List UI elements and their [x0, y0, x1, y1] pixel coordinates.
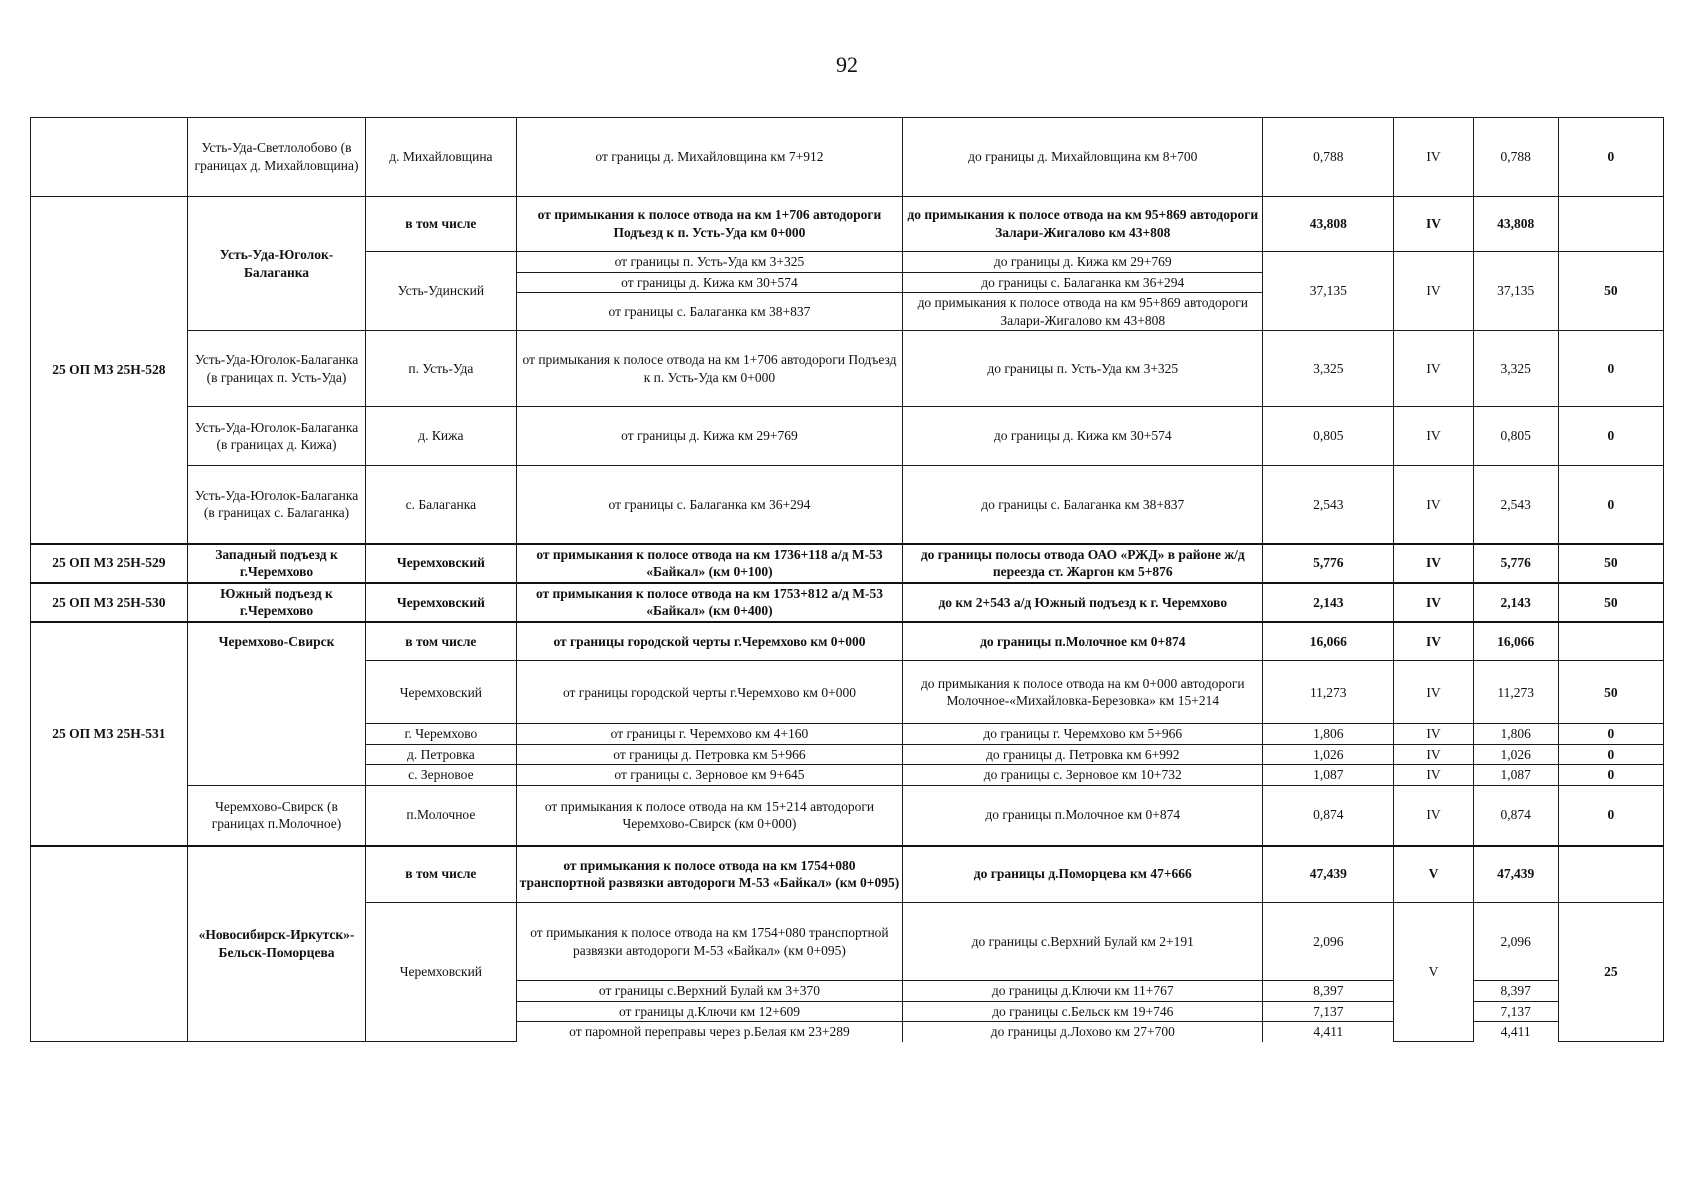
road-id-cell: 25 ОП МЗ 25Н-529 — [31, 544, 188, 583]
from-cell: от границы с.Верхний Булай км 3+370 — [516, 981, 903, 1002]
speed-cell: 0 — [1558, 331, 1663, 407]
category-cell: IV — [1394, 744, 1474, 765]
road-id-cell: 25 ОП МЗ 25Н-528 — [31, 197, 188, 544]
length-surface-cell: 2,096 — [1473, 903, 1558, 981]
length-cell: 1,806 — [1263, 724, 1394, 745]
speed-cell: 0 — [1558, 765, 1663, 786]
category-cell: IV — [1394, 724, 1474, 745]
length-cell: 16,066 — [1263, 622, 1394, 661]
to-cell: до границы п.Молочное км 0+874 — [903, 622, 1263, 661]
from-cell: от границы п. Усть-Уда км 3+325 — [516, 252, 903, 273]
length-surface-cell: 16,066 — [1473, 622, 1558, 661]
road-id-cell: 25 ОП МЗ 25Н-531 — [31, 622, 188, 846]
length-surface-cell: 0,805 — [1473, 407, 1558, 466]
from-cell: от границы с. Балаганка км 36+294 — [516, 466, 903, 544]
from-cell: от границы д. Кижа км 30+574 — [516, 272, 903, 293]
district-cell: Черемховский — [366, 661, 516, 724]
to-cell: до границы д.Ключи км 11+767 — [903, 981, 1263, 1002]
speed-cell: 0 — [1558, 407, 1663, 466]
length-cell: 2,543 — [1263, 466, 1394, 544]
from-cell: от границы д. Михайловщина км 7+912 — [516, 118, 903, 197]
to-cell: до границы д.Поморцева км 47+666 — [903, 846, 1263, 903]
speed-cell — [1558, 622, 1663, 661]
length-surface-cell: 0,874 — [1473, 786, 1558, 846]
to-cell: до примыкания к полосе отвода на км 95+869 автодороги Залари-Жигалово км 43+808 — [903, 197, 1263, 252]
from-cell: от границы с. Зерновое км 9+645 — [516, 765, 903, 786]
length-cell: 3,325 — [1263, 331, 1394, 407]
from-cell: от границы г. Черемхово км 4+160 — [516, 724, 903, 745]
from-cell: от примыкания к полосе отвода на км 1754+080 транспортной развязки автодороги М-53 «Байкал» (км 0+095) — [516, 846, 903, 903]
length-cell: 0,788 — [1263, 118, 1394, 197]
road-name-cell: Усть-Уда-Светлолобово (в границах д. Михайловщина) — [187, 118, 365, 197]
length-cell: 2,143 — [1263, 583, 1394, 622]
district-cell: п.Молочное — [366, 786, 516, 846]
district-cell: г. Черемхово — [366, 724, 516, 745]
speed-cell: 50 — [1558, 583, 1663, 622]
table-row — [31, 544, 1664, 583]
category-cell: IV — [1394, 765, 1474, 786]
speed-cell — [1558, 197, 1663, 252]
length-surface-cell: 43,808 — [1473, 197, 1558, 252]
speed-cell: 50 — [1558, 544, 1663, 583]
road-name-cell: Усть-Уда-Юголок-Балаганка (в границах с. Балаганка) — [187, 466, 365, 544]
to-cell: до границы д. Кижа км 29+769 — [903, 252, 1263, 273]
length-cell: 11,273 — [1263, 661, 1394, 724]
to-cell: до границы с. Балаганка км 36+294 — [903, 272, 1263, 293]
road-id-cell — [31, 846, 188, 1042]
from-cell: от границы городской черты г.Черемхово км 0+000 — [516, 622, 903, 661]
district-cell: с. Зерновое — [366, 765, 516, 786]
length-cell: 0,874 — [1263, 786, 1394, 846]
speed-cell — [1558, 846, 1663, 903]
table-row — [31, 118, 1664, 197]
category-cell: IV — [1394, 331, 1474, 407]
category-cell: IV — [1394, 407, 1474, 466]
length-cell: 1,026 — [1263, 744, 1394, 765]
district-cell: с. Балаганка — [366, 466, 516, 544]
category-cell: IV — [1394, 197, 1474, 252]
roads-table — [30, 117, 1664, 1042]
from-cell: от примыкания к полосе отвода на км 1+706 автодороги Подъезд к п. Усть-Уда км 0+000 — [516, 331, 903, 407]
from-cell: от границы д. Петровка км 5+966 — [516, 744, 903, 765]
category-cell: IV — [1394, 252, 1474, 331]
speed-cell: 0 — [1558, 786, 1663, 846]
length-surface-cell: 7,137 — [1473, 1001, 1558, 1022]
from-cell: от примыкания к полосе отвода на км 1+706 автодороги Подъезд к п. Усть-Уда км 0+000 — [516, 197, 903, 252]
length-surface-cell: 8,397 — [1473, 981, 1558, 1002]
length-surface-cell: 47,439 — [1473, 846, 1558, 903]
from-cell: от границы с. Балаганка км 38+837 — [516, 293, 903, 331]
to-cell: до примыкания к полосе отвода на км 95+869 автодороги Залари-Жигалово км 43+808 — [903, 293, 1263, 331]
category-cell: IV — [1394, 544, 1474, 583]
to-cell: до границы с. Зерновое км 10+732 — [903, 765, 1263, 786]
district-cell: в том числе — [366, 846, 516, 903]
from-cell: от примыкания к полосе отвода на км 1754+080 транспортной развязки автодороги М-53 «Байкал» (км 0+095) — [516, 903, 903, 981]
road-name-cell: Усть-Уда-Юголок-Балаганка (в границах д. Кижа) — [187, 407, 365, 466]
length-surface-cell: 4,411 — [1473, 1022, 1558, 1042]
to-cell: до границы д. Михайловщина км 8+700 — [903, 118, 1263, 197]
category-cell: IV — [1394, 583, 1474, 622]
district-cell: Черемховский — [366, 583, 516, 622]
table-row — [31, 622, 1664, 661]
table-row — [31, 583, 1664, 622]
category-cell: IV — [1394, 118, 1474, 197]
to-cell: до границы с.Бельск км 19+746 — [903, 1001, 1263, 1022]
from-cell: от примыкания к полосе отвода на км 1736+118 а/д М-53 «Байкал» (км 0+100) — [516, 544, 903, 583]
category-cell: IV — [1394, 466, 1474, 544]
road-name-cell: Усть-Уда-Юголок-Балаганка (в границах п. Усть-Уда) — [187, 331, 365, 407]
to-cell: до границы п. Усть-Уда км 3+325 — [903, 331, 1263, 407]
to-cell: до границы п.Молочное км 0+874 — [903, 786, 1263, 846]
from-cell: от паромной переправы через р.Белая км 23+289 — [516, 1022, 903, 1042]
district-cell: в том числе — [366, 622, 516, 661]
speed-cell: 0 — [1558, 744, 1663, 765]
to-cell: до границы с.Верхний Булай км 2+191 — [903, 903, 1263, 981]
length-cell: 5,776 — [1263, 544, 1394, 583]
length-cell: 8,397 — [1263, 981, 1394, 1002]
length-surface-cell: 0,788 — [1473, 118, 1558, 197]
length-cell: 2,096 — [1263, 903, 1394, 981]
speed-cell: 50 — [1558, 252, 1663, 331]
from-cell: от границы городской черты г.Черемхово км 0+000 — [516, 661, 903, 724]
length-cell: 1,087 — [1263, 765, 1394, 786]
table-row — [31, 407, 1664, 466]
speed-cell: 25 — [1558, 903, 1663, 1042]
length-cell: 47,439 — [1263, 846, 1394, 903]
to-cell: до км 2+543 а/д Южный подъезд к г. Черемхово — [903, 583, 1263, 622]
speed-cell: 50 — [1558, 661, 1663, 724]
table-row — [31, 786, 1664, 846]
table-row — [31, 846, 1664, 903]
from-cell: от примыкания к полосе отвода на км 15+214 автодороги Черемхово-Свирск (км 0+000) — [516, 786, 903, 846]
length-surface-cell: 1,087 — [1473, 765, 1558, 786]
to-cell: до примыкания к полосе отвода на км 0+000 автодороги Молочное-«Михайловка-Березовка» км 15+214 — [903, 661, 1263, 724]
length-surface-cell: 2,143 — [1473, 583, 1558, 622]
road-name-cell: Западный подъезд к г.Черемхово — [187, 544, 365, 583]
district-cell: п. Усть-Уда — [366, 331, 516, 407]
road-name-cell: «Новосибирск-Иркутск»-Бельск-Поморцева — [187, 846, 365, 1042]
page-number: 92 — [836, 52, 858, 77]
length-surface-cell: 11,273 — [1473, 661, 1558, 724]
length-cell: 0,805 — [1263, 407, 1394, 466]
category-cell: IV — [1394, 786, 1474, 846]
road-name-cell: Черемхово-Свирск — [187, 622, 365, 786]
length-cell: 37,135 — [1263, 252, 1394, 331]
from-cell: от примыкания к полосе отвода на км 1753+812 а/д М-53 «Байкал» (км 0+400) — [516, 583, 903, 622]
road-name-cell: Южный подъезд к г.Черемхово — [187, 583, 365, 622]
district-cell: Черемховский — [366, 544, 516, 583]
category-cell: V — [1394, 903, 1474, 1042]
length-surface-cell: 37,135 — [1473, 252, 1558, 331]
table-row — [31, 197, 1664, 252]
table-row — [31, 466, 1664, 544]
district-cell: д. Петровка — [366, 744, 516, 765]
length-surface-cell: 2,543 — [1473, 466, 1558, 544]
table-row — [31, 331, 1664, 407]
length-surface-cell: 3,325 — [1473, 331, 1558, 407]
road-id-cell — [31, 118, 188, 197]
length-cell: 7,137 — [1263, 1001, 1394, 1022]
road-id-cell: 25 ОП МЗ 25Н-530 — [31, 583, 188, 622]
to-cell: до границы полосы отвода ОАО «РЖД» в районе ж/д переезда ст. Жаргон км 5+876 — [903, 544, 1263, 583]
category-cell: IV — [1394, 661, 1474, 724]
to-cell: до границы г. Черемхово км 5+966 — [903, 724, 1263, 745]
length-surface-cell: 5,776 — [1473, 544, 1558, 583]
from-cell: от границы д.Ключи км 12+609 — [516, 1001, 903, 1022]
district-cell: д. Михайловщина — [366, 118, 516, 197]
district-cell: Усть-Удинский — [366, 252, 516, 331]
district-cell: д. Кижа — [366, 407, 516, 466]
district-cell: в том числе — [366, 197, 516, 252]
category-cell: V — [1394, 846, 1474, 903]
length-surface-cell: 1,026 — [1473, 744, 1558, 765]
to-cell: до границы с. Балаганка км 38+837 — [903, 466, 1263, 544]
from-cell: от границы д. Кижа км 29+769 — [516, 407, 903, 466]
road-name-cell: Усть-Уда-Юголок-Балаганка — [187, 197, 365, 331]
road-name-cell: Черемхово-Свирск (в границах п.Молочное) — [187, 786, 365, 846]
to-cell: до границы д. Кижа км 30+574 — [903, 407, 1263, 466]
length-cell: 4,411 — [1263, 1022, 1394, 1042]
speed-cell: 0 — [1558, 724, 1663, 745]
length-surface-cell: 1,806 — [1473, 724, 1558, 745]
speed-cell: 0 — [1558, 466, 1663, 544]
to-cell: до границы д.Лохово км 27+700 — [903, 1022, 1263, 1042]
speed-cell: 0 — [1558, 118, 1663, 197]
category-cell: IV — [1394, 622, 1474, 661]
length-cell: 43,808 — [1263, 197, 1394, 252]
district-cell: Черемховский — [366, 903, 516, 1042]
to-cell: до границы д. Петровка км 6+992 — [903, 744, 1263, 765]
